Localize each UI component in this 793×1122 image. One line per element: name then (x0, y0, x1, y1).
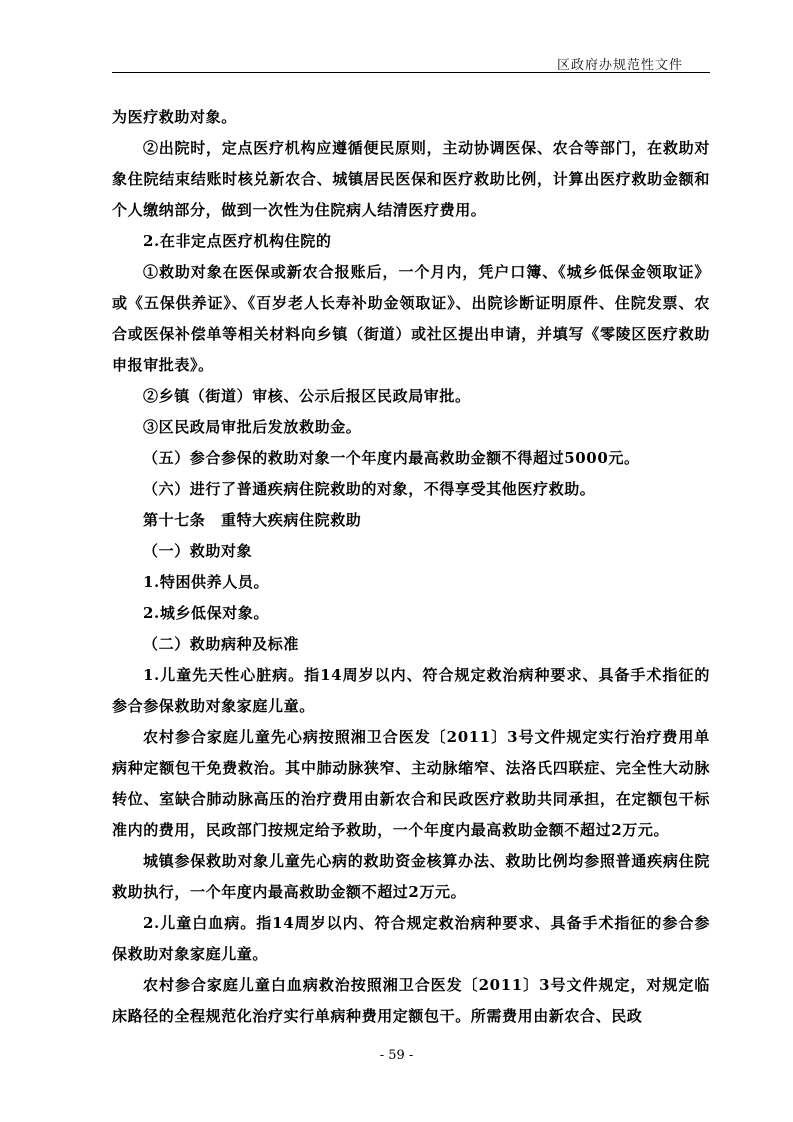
document-body (112, 102, 710, 1032)
paragraph: ③区民政局审批后发放救助金。 (143, 418, 362, 436)
paragraph: 2.儿童白血病。指14周岁以内、符合规定救治病种要求、具备手术指征的参合参保救助对象家庭儿童。 (112, 914, 710, 963)
section-heading: （一）救助对象 (143, 542, 253, 560)
paragraph: ②出院时，定点医疗机构应遵循便民原则，主动协调医保、农合等部门，在救助对象住院结束结账时核兑新农合、城镇居民医保和医疗救助比例，计算出医疗救助金额和个人缴纳部分，做到一次性为住院病人结清医疗费用。 (112, 139, 710, 219)
paragraph: 农村参合家庭儿童白血病救治按照湘卫合医发〔2011〕3号文件规定，对规定临床路径的全程规范化治疗实行单病种费用定额包干。所需费用由新农合、民政 (112, 976, 710, 1025)
paragraph-continuation: 为医疗救助对象。 (112, 108, 237, 126)
paragraph: 农村参合家庭儿童先心病按照湘卫合医发〔2011〕3号文件规定实行治疗费用单病种定额包干免费救治。其中肺动脉狭窄、主动脉缩窄、法洛氏四联症、完全性大动脉转位、室缺合肺动脉高压的治疗费用由新农合和民政医疗救助共同承担，在定额包干标准内的费用，民政部门按规定给予救助，一个年度内最高救助金额不超过2万元。 (112, 728, 710, 839)
paragraph: ①救助对象在医保或新农合报账后，一个月内，凭户口簿、《城乡低保金领取证》或《五保供养证》、《百岁老人长寿补助金领取证》、出院诊断证明原件、住院发票、农合或医保补偿单等相关材料向乡镇（街道）或社区提出申请，并填写《零陵区医疗救助申报审批表》。 (112, 263, 710, 374)
page-number: - 59 - (379, 1048, 414, 1063)
paragraph: （五）参合参保的救助对象一个年度内最高救助金额不得超过5000元。 (143, 449, 640, 467)
article-heading: 第十七条 重特大疾病住院救助 (143, 511, 362, 529)
header-title: 区政府办规范性文件 (556, 58, 683, 73)
paragraph: 城镇参保救助对象儿童先心病的救助资金核算办法、救助比例均参照普通疾病住院救助执行，一个年度内最高救助金额不超过2万元。 (112, 852, 710, 901)
list-item: 2.城乡低保对象。 (143, 604, 270, 622)
paragraph: 1.儿童先天性心脏病。指14周岁以内、符合规定救治病种要求、具备手术指征的参合参保救助对象家庭儿童。 (112, 666, 710, 715)
paragraph-subheading: 2.在非定点医疗机构住院的 (143, 232, 332, 250)
paragraph: （六）进行了普通疾病住院救助的对象，不得享受其他医疗救助。 (143, 480, 596, 498)
list-item: 1.特困供养人员。 (143, 573, 270, 591)
section-heading: （二）救助病种及标准 (143, 635, 300, 653)
header-divider (112, 72, 710, 73)
paragraph: ②乡镇（街道）审核、公示后报区民政局审批。 (143, 387, 471, 405)
